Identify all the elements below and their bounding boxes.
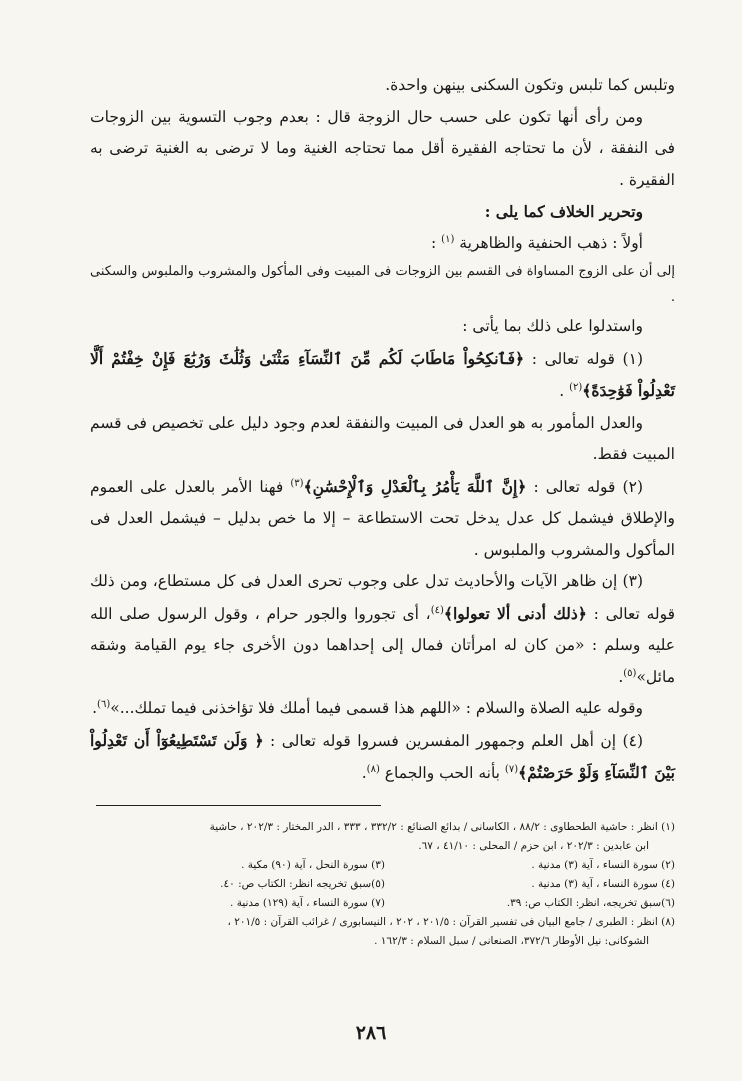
footnote-7: (٧) سورة النساء ، آية (١٢٩) مدنية . bbox=[230, 897, 385, 909]
paragraph-statement: إلى أن على الزوج المساواة فى القسم بين الزوجات فى المبيت وفى المأكول والمشروب والملبوس والسكنى . bbox=[90, 264, 675, 305]
paragraph-evidence-2: (٢) قوله تعالى : ﴿إِنَّ ٱللَّهَ يَأْمُرُ بِٱلْعَدْلِ وَٱلْإِحْسَٰنِ﴾$^{(٣)}$ فهنا الأمر بالعدل على العموم والإطلاق فيشمل كل عدل يدخل تحت الاستطاعة – إلا ما خص بدليل – فيشمل العدل فى المأكول والمشروب والملبوس . bbox=[90, 476, 675, 559]
main-text bbox=[90, 70, 675, 790]
footnote-ref: (٤) bbox=[430, 604, 444, 616]
paragraph-evidence-intro: واستدلوا على ذلك بما يأتى : bbox=[462, 317, 643, 335]
paragraph-evidence-1: (١) قوله تعالى : ﴿فَٱنكِحُواْ مَاطَابَ لَكُم مِّنَ ٱلنِّسَآءِ مَثْنَىٰ وَثُلَٰثَ وَرُبَٰعَ فَإِنْ خِفْتُمْ أَلَّا تَعْدِلُواْ فَوَٰحِدَةً﴾$^{(٢)}$ . bbox=[90, 348, 675, 400]
paragraph-hadith: وقوله عليه الصلاة والسلام : «اللهم هذا قسمى فيما أملك فلا تؤاخذنى فيما تملك...»$^{(٦)}$. bbox=[92, 698, 643, 717]
footnote-row bbox=[95, 856, 675, 875]
footnote-1-continued: ابن عابدين : ٢٠٢/٣ ، ابن حزم / المحلى : ٤١/١٠ ، ٦٧. bbox=[418, 840, 649, 852]
footnote-1: (١) انظر : حاشية الطحطاوى : ٨٨/٢ ، الكاسانى / بدائع الصنائع : ٣٣٢/٢ ، ٣٣٣ ، الدر المختار : ٢٠٢/٣ ، حاشية bbox=[209, 821, 675, 833]
footnote-5: (٥)سبق تخريجه انظر: الكتاب ص: ٤٠. bbox=[220, 878, 385, 890]
footnote-ref: (١) bbox=[441, 233, 455, 245]
footnote-row bbox=[95, 875, 675, 894]
paragraph-evidence-3: (٣) إن ظاهر الآيات والأحاديث تدل على وجوب تحرى العدل فى كل مستطاع، ومن ذلك قوله تعالى : ﴿ذلك أدنى ألا تعولوا﴾$^{(٤)}$، أى تجوروا والجور حرام ، وقول الرسول صلى الله عليه وسلم : «من كان له امرأتان فمال إلى إحداهما دون الأخرى جاء يوم القيامة وشقه مائل»$^{(٥)}$. bbox=[90, 572, 676, 686]
footnote-divider bbox=[96, 805, 381, 806]
paragraph-first-opinion: أولاً : ذهب الحنفية والظاهرية $^{(١)}$ : bbox=[431, 233, 643, 252]
quran-verse: ﴿ وَلَن تَسْتَطِيعُوٓاْ أَن تَعْدِلُواْ بَيْنَ ٱلنِّسَآءِ وَلَوْ حَرَصْتُمْ﴾ bbox=[90, 730, 675, 782]
paragraph-continuation: وتلبس كما تلبس وتكون السكنى بينهن واحدة. bbox=[385, 76, 675, 94]
footnote-ref: (٣) bbox=[290, 477, 304, 489]
footnote-ref: (٧) bbox=[504, 763, 519, 775]
footnote-3: (٣) سورة النحل ، آية (٩٠) مكية . bbox=[241, 859, 385, 871]
quran-verse: ﴿ذلك أدنى ألا تعولوا﴾ bbox=[443, 603, 587, 623]
footnote-4: (٤) سورة النساء ، آية (٣) مدنية . bbox=[531, 878, 675, 890]
footnote-2: (٢) سورة النساء ، آية (٣) مدنية . bbox=[531, 859, 675, 871]
paragraph-opinion: ومن رأى أنها تكون على حسب حال الزوجة قال : بعدم وجوب التسوية بين الزوجات فى النفقة ، لأن ما تحتاجه الفقيرة أقل مما تحتاجه الغنية وما لا ترضى به الغنية ترضى به الفقيرة . bbox=[90, 107, 675, 189]
footnote-8-continued: الشوكانى: نيل الأوطار ٣٧٢/٦، الصنعانى / سبل السلام : ١٦٢/٣ . bbox=[374, 935, 649, 947]
paragraph-justice: والعدل المأمور به هو العدل فى المبيت والنفقة لعدم وجود دليل على تخصيص فى قسم المبيت فقط. bbox=[90, 413, 675, 463]
footnotes bbox=[95, 818, 675, 951]
footnote-ref: (٢) bbox=[569, 381, 583, 393]
quran-verse: ﴿فَٱنكِحُواْ مَاطَابَ لَكُم مِّنَ ٱلنِّسَآءِ مَثْنَىٰ وَثُلَٰثَ وَرُبَٰعَ فَإِنْ خِفْتُمْ أَلَّا تَعْدِلُواْ فَوَٰحِدَةً﴾ bbox=[90, 348, 675, 400]
footnote-6: (٦)سبق تخريجه، انظر: الكتاب ص: ٣٩. bbox=[506, 897, 675, 909]
page-number: ٢٨٦ bbox=[355, 1022, 387, 1044]
section-heading: وتحرير الخلاف كما يلى : bbox=[484, 202, 643, 221]
paragraph-evidence-4: (٤) إن أهل العلم وجمهور المفسرين فسروا قوله تعالى : ﴿ وَلَن تَسْتَطِيعُوٓاْ أَن تَعْدِلُواْ بَيْنَ ٱلنِّسَآءِ وَلَوْ حَرَصْتُمْ﴾$^{(٧)}$ بأنه الحب والجماع $^{(٨)}$. bbox=[90, 730, 675, 782]
quran-verse: ﴿إِنَّ ٱللَّهَ يَأْمُرُ بِٱلْعَدْلِ وَٱلْإِحْسَٰنِ﴾ bbox=[303, 476, 527, 496]
footnote-ref: (٨) bbox=[366, 763, 380, 775]
footnote-row bbox=[95, 894, 675, 913]
footnote-ref: (٦) bbox=[97, 698, 111, 710]
footnote-ref: (٥) bbox=[623, 667, 637, 679]
footnote-8: (٨) انظر : الطبرى / جامع البيان فى تفسير القرآن : ٢٠١/٥ ، ٢٠٢ ، النيسابورى / غرائب القرآن : ٢٠١/٥ ، bbox=[227, 916, 675, 928]
